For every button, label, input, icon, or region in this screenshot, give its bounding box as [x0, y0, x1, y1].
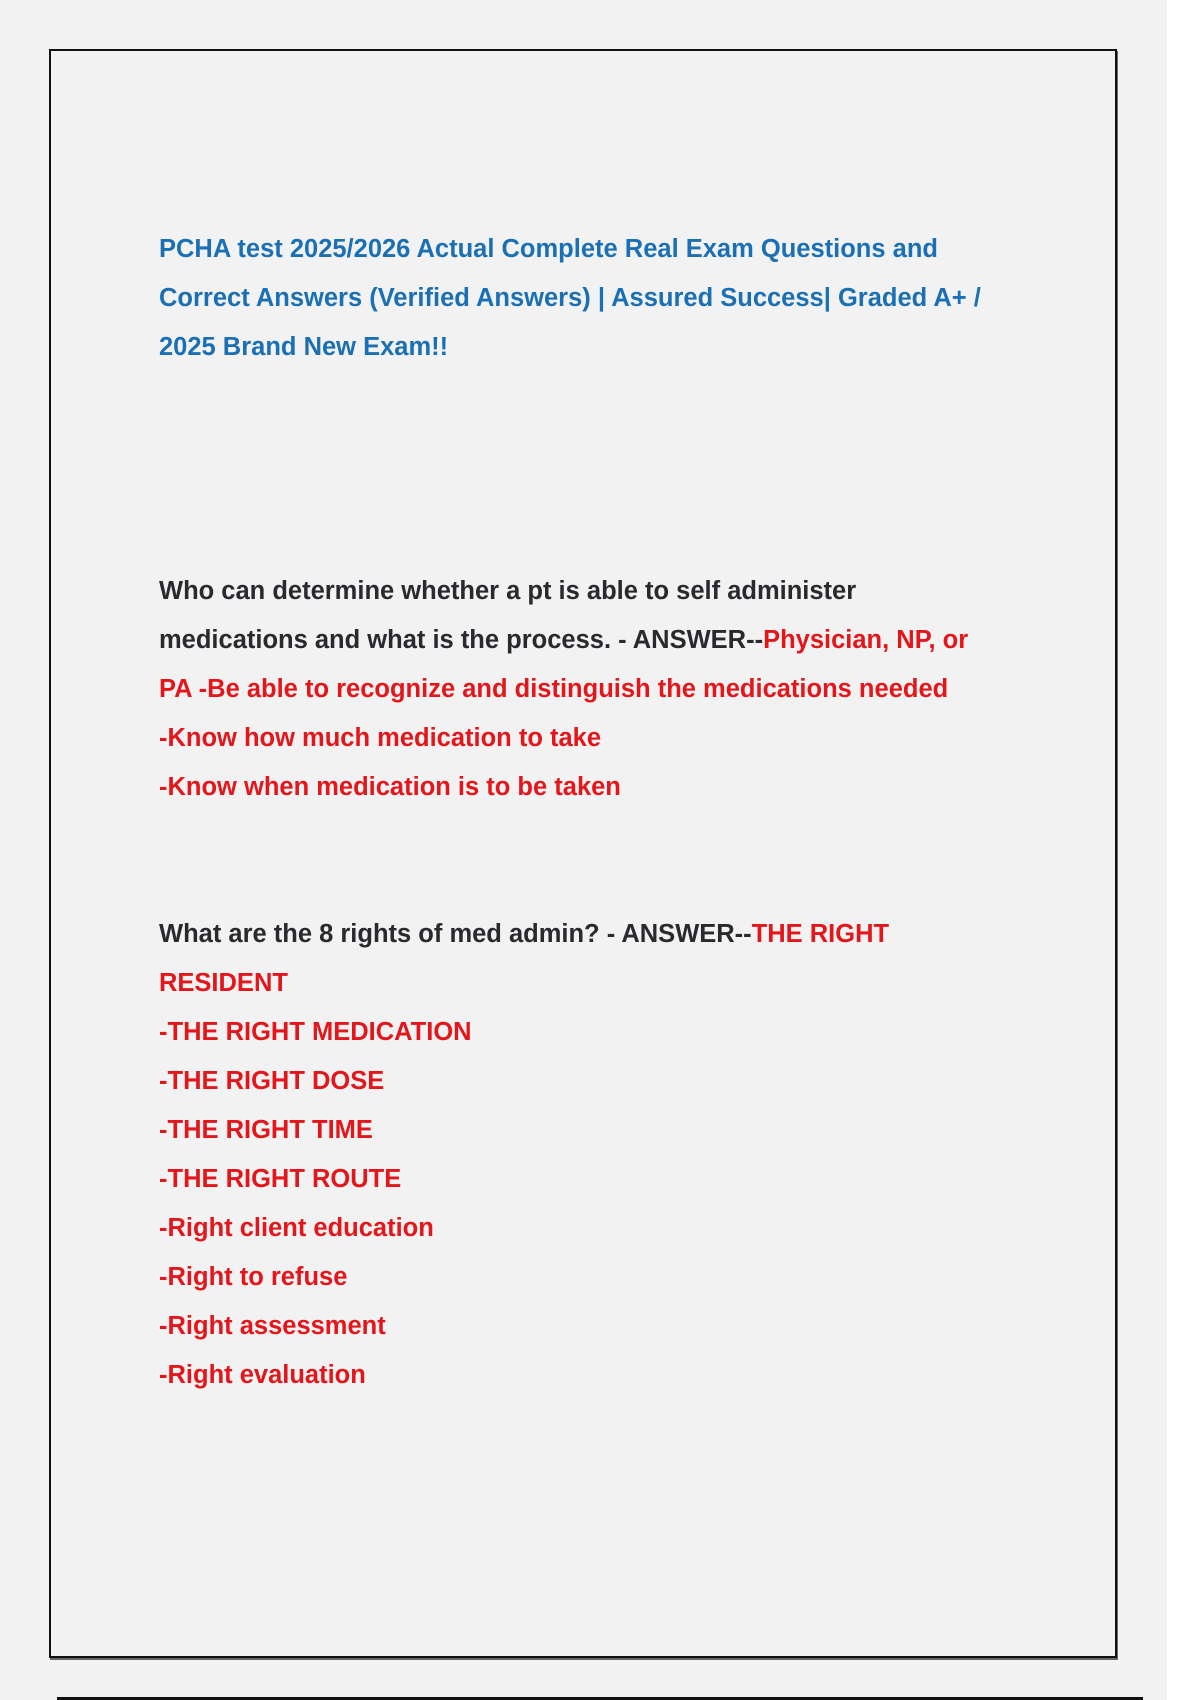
question-text: What are the 8 rights of med admin? - ANSWER-- [159, 920, 752, 948]
answer-line: -THE RIGHT DOSE [159, 1067, 385, 1095]
answer-text: THE RIGHT RESIDENT [159, 920, 890, 997]
answer-line: -Right evaluation [159, 1361, 366, 1389]
question-block-1 [159, 567, 999, 812]
answer-line: -Right to refuse [159, 1263, 348, 1291]
answer-line: -Right client education [159, 1214, 434, 1242]
answer-line: -THE RIGHT TIME [159, 1116, 373, 1144]
question-block-2 [159, 910, 999, 1400]
answer-line: -THE RIGHT ROUTE [159, 1165, 402, 1193]
answer-line: -Know when medication is to be taken [159, 773, 621, 801]
answer-line: -THE RIGHT MEDICATION [159, 1018, 472, 1046]
answer-text: Physician, NP, or PA -Be able to recognize and distinguish the medications needed [159, 626, 969, 703]
document-title: PCHA test 2025/2026 Actual Complete Real Exam Questions and Correct Answers (Verified Answers) | Assured Success| Graded A+ / 2025 Brand New Exam!! [159, 235, 981, 361]
answer-line: -Know how much medication to take [159, 724, 602, 752]
answer-line: -Right assessment [159, 1312, 386, 1340]
question-text: Who can determine whether a pt is able to self administer medications and what is the process. - ANSWER-- [159, 577, 857, 654]
